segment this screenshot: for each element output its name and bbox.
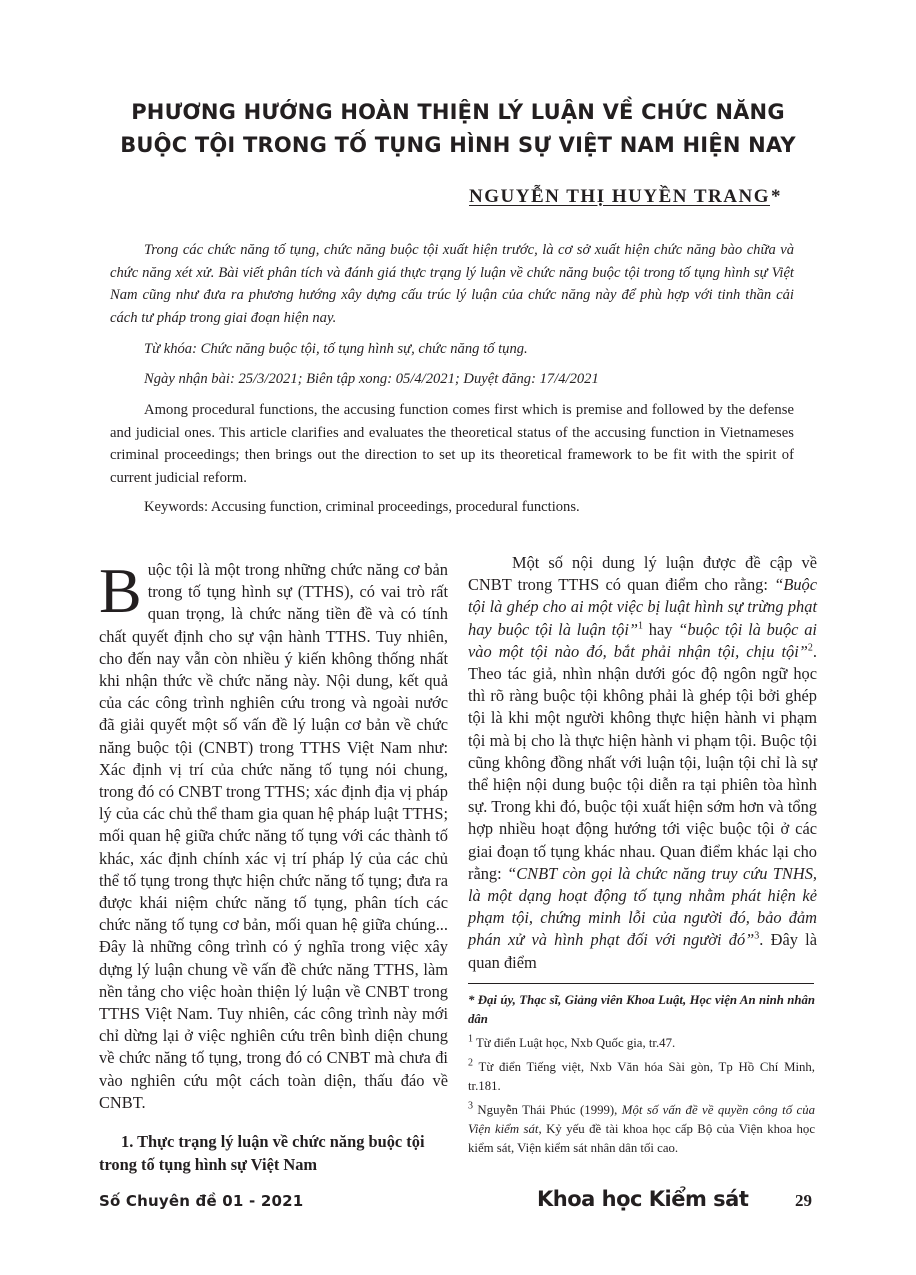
title-line-2: BUỘC TỘI TRONG TỐ TỤNG HÌNH SỰ VIỆT NAM HIỆN NAY [120, 133, 796, 157]
footnote-1-number: 1 [468, 1033, 473, 1045]
footnote-2-text: Từ điển Tiếng việt, Nxb Văn hóa Sài gòn, Tp Hồ Chí Minh, tr.181. [468, 1060, 815, 1093]
body-left-column [99, 555, 448, 1114]
footnote-3-text-b: , Kỷ yếu đề tài khoa học cấp Bộ của Viện khoa học kiểm sát, Viện kiểm sát nhân dân tối cao. [468, 1122, 815, 1155]
intro-paragraph [99, 555, 448, 1114]
body-right-column [468, 552, 817, 974]
page-number: 29 [795, 1191, 812, 1210]
quote-2: “buộc tội là buộc ai vào một tội nào đó, bắt phải nhận tội, chịu tội” [468, 619, 817, 661]
right-end-text: . Đây là quan điểm [468, 930, 818, 972]
section-heading: 1. Thực trạng lý luận về chức năng buộc tội trong tố tụng hình sự Việt Nam [99, 1132, 425, 1174]
keywords-english: Keywords: Accusing function, criminal proceedings, procedural functions. [144, 499, 580, 515]
footnote-3 [468, 1101, 815, 1158]
footnote-author: * Đại úy, Thạc sĩ, Giảng viên Khoa Luật, Học viện An ninh nhân dân [468, 993, 815, 1026]
footnote-1 [468, 1034, 815, 1053]
footnote-2 [468, 1058, 815, 1096]
quote-1: “Buộc tội là ghép cho ai một việc bị luật hình sự trừng phạt hay buộc tội là luận tội” [468, 575, 817, 639]
right-paragraph [468, 552, 817, 974]
footnote-3-number: 3 [468, 1100, 473, 1112]
abstract-english: Among procedural functions, the accusing function comes first which is premise and followed by the defense and judicial ones. This article clarifies and evaluates the theoretical status of the accusing function in Vietnameses criminal proceedings; then brings out the direction to set up its theoretical framework to be fit with the spirit of current judicial reform. [110, 402, 794, 486]
footnote-ref-1: 1 [638, 620, 644, 632]
right-middle-text: . Theo tác giả, nhìn nhận dưới góc độ ngôn ngữ học thì rõ ràng buộc tội không phải là ghép tội bởi ghép tội là khi một người không thực hiện hành vi phạm tội mà bị cho là thực hiện hành vi phạm tội. Buộc tội cũng không đồng nhất với luận tội, luận tội chỉ là sự thể hiện nội dung buộc tội diễn ra tại phiên tòa hình sự. Trong khi đó, buộc tội xuất hiện sớm hơn và tổng hợp nhiều hoạt động hướng tới việc buộc tội ở các giai đoạn tố tụng khác nhau. Quan điểm khác lại cho rằng: [468, 641, 817, 883]
footnote-ref-2: 2 [807, 642, 813, 654]
footnote-ref-3: 3 [754, 930, 760, 942]
right-intro-text: Một số nội dung lý luận được đề cập về CNBT trong TTHS có quan điểm cho rằng: [468, 553, 817, 595]
footnote-divider [468, 983, 814, 984]
author-name: NGUYỄN THỊ HUYỀN TRANG [469, 186, 770, 207]
footnote-1-text: Từ điển Luật học, Nxb Quốc gia, tr.47. [473, 1036, 676, 1050]
author-footnote-mark: * [771, 186, 781, 207]
right-hay: hay [643, 619, 679, 639]
quote-3: “CNBT còn gọi là chức năng truy cứu TNHS, là một dạng hoạt động tố tụng nhằm phát hiện kẻ phạm tội, chứng minh lỗi của người đó, bảo đảm phán xử và hình phạt đối với người đó” [468, 863, 817, 950]
drop-cap: B [99, 555, 142, 626]
journal-name: Khoa học Kiểm sát [537, 1187, 749, 1211]
abstract-vietnamese: Trong các chức năng tố tụng, chức năng buộc tội xuất hiện trước, là cơ sở xuất hiện chức năng bào chữa và chức năng xét xử. Bài viết phân tích và đánh giá thực trạng lý luận về chức năng buộc tội trong tố tụng hình sự Việt Nam cũng như đưa ra phương hướng xây dựng cấu trúc lý luận của chức năng này để phù hợp với tinh thần cải cách tư pháp trong giai đoạn hiện nay. [110, 242, 794, 326]
title-line-1: PHƯƠNG HƯỚNG HOÀN THIỆN LÝ LUẬN VỀ CHỨC NĂNG [131, 100, 785, 124]
footnote-2-number: 2 [468, 1057, 473, 1069]
issue-label: Số Chuyên đề 01 - 2021 [99, 1192, 304, 1210]
intro-text: uộc tội là một trong những chức năng cơ bản trong tố tụng hình sự (TTHS), có vai trò rất quan trọng, là chức năng tiền đề và có tính chất quyết định cho sự vận hành TTHS. Tuy nhiên, cho đến nay vẫn còn nhiều ý kiến không thống nhất khi nhận thức về chức năng này. Nội dung, kết quả của các công trình nghiên cứu trong và ngoài nước đã giải quyết một số vấn đề lý luận cơ bản về chức năng buộc tội (CNBT) trong TTHS Việt Nam như: Xác định vị trí của chức năng tố tụng nói chung, trong đó có CNBT trong TTHS; xác định địa vị pháp lý của các chủ thể tham gia quan hệ pháp luật TTHS; mối quan hệ giữa chức năng tố tụng với các thành tố khác, xác định chính xác vị trí pháp lý của các chủ thể tố tụng trong thực hiện chức năng tố tụng; đưa ra được khái niệm chức năng tố tụng, phân tích các chức năng tố tụng cơ bản, mối quan hệ giữa chúng... Đây là những công trình có ý nghĩa trong việc xây dựng lý luận chung về vấn đề chức năng TTHS, làm nền tảng cho việc hoàn thiện lý luận về CNBT trong TTHS Việt Nam. Tuy nhiên, các công trình này mới chỉ dừng lại ở việc nghiên cứu trên bình diện chung về chức năng tố tụng, trong đó có CNBT mà chưa đi vào nghiên cứu một cách toàn diện, thấu đáo về CNBT. [99, 560, 448, 1112]
keywords-vietnamese: Từ khóa: Chức năng buộc tội, tố tụng hình sự, chức năng tố tụng. [144, 341, 528, 357]
footnote-3-title: Một số vấn đề về quyền công tố của Viện kiểm sát [468, 1103, 815, 1136]
article-title [60, 96, 856, 162]
footnote-3-text-a: Nguyễn Thái Phúc (1999), [473, 1103, 622, 1117]
footnotes [468, 991, 815, 1163]
article-dates: Ngày nhận bài: 25/3/2021; Biên tập xong: 05/4/2021; Duyệt đăng: 17/4/2021 [144, 371, 599, 387]
